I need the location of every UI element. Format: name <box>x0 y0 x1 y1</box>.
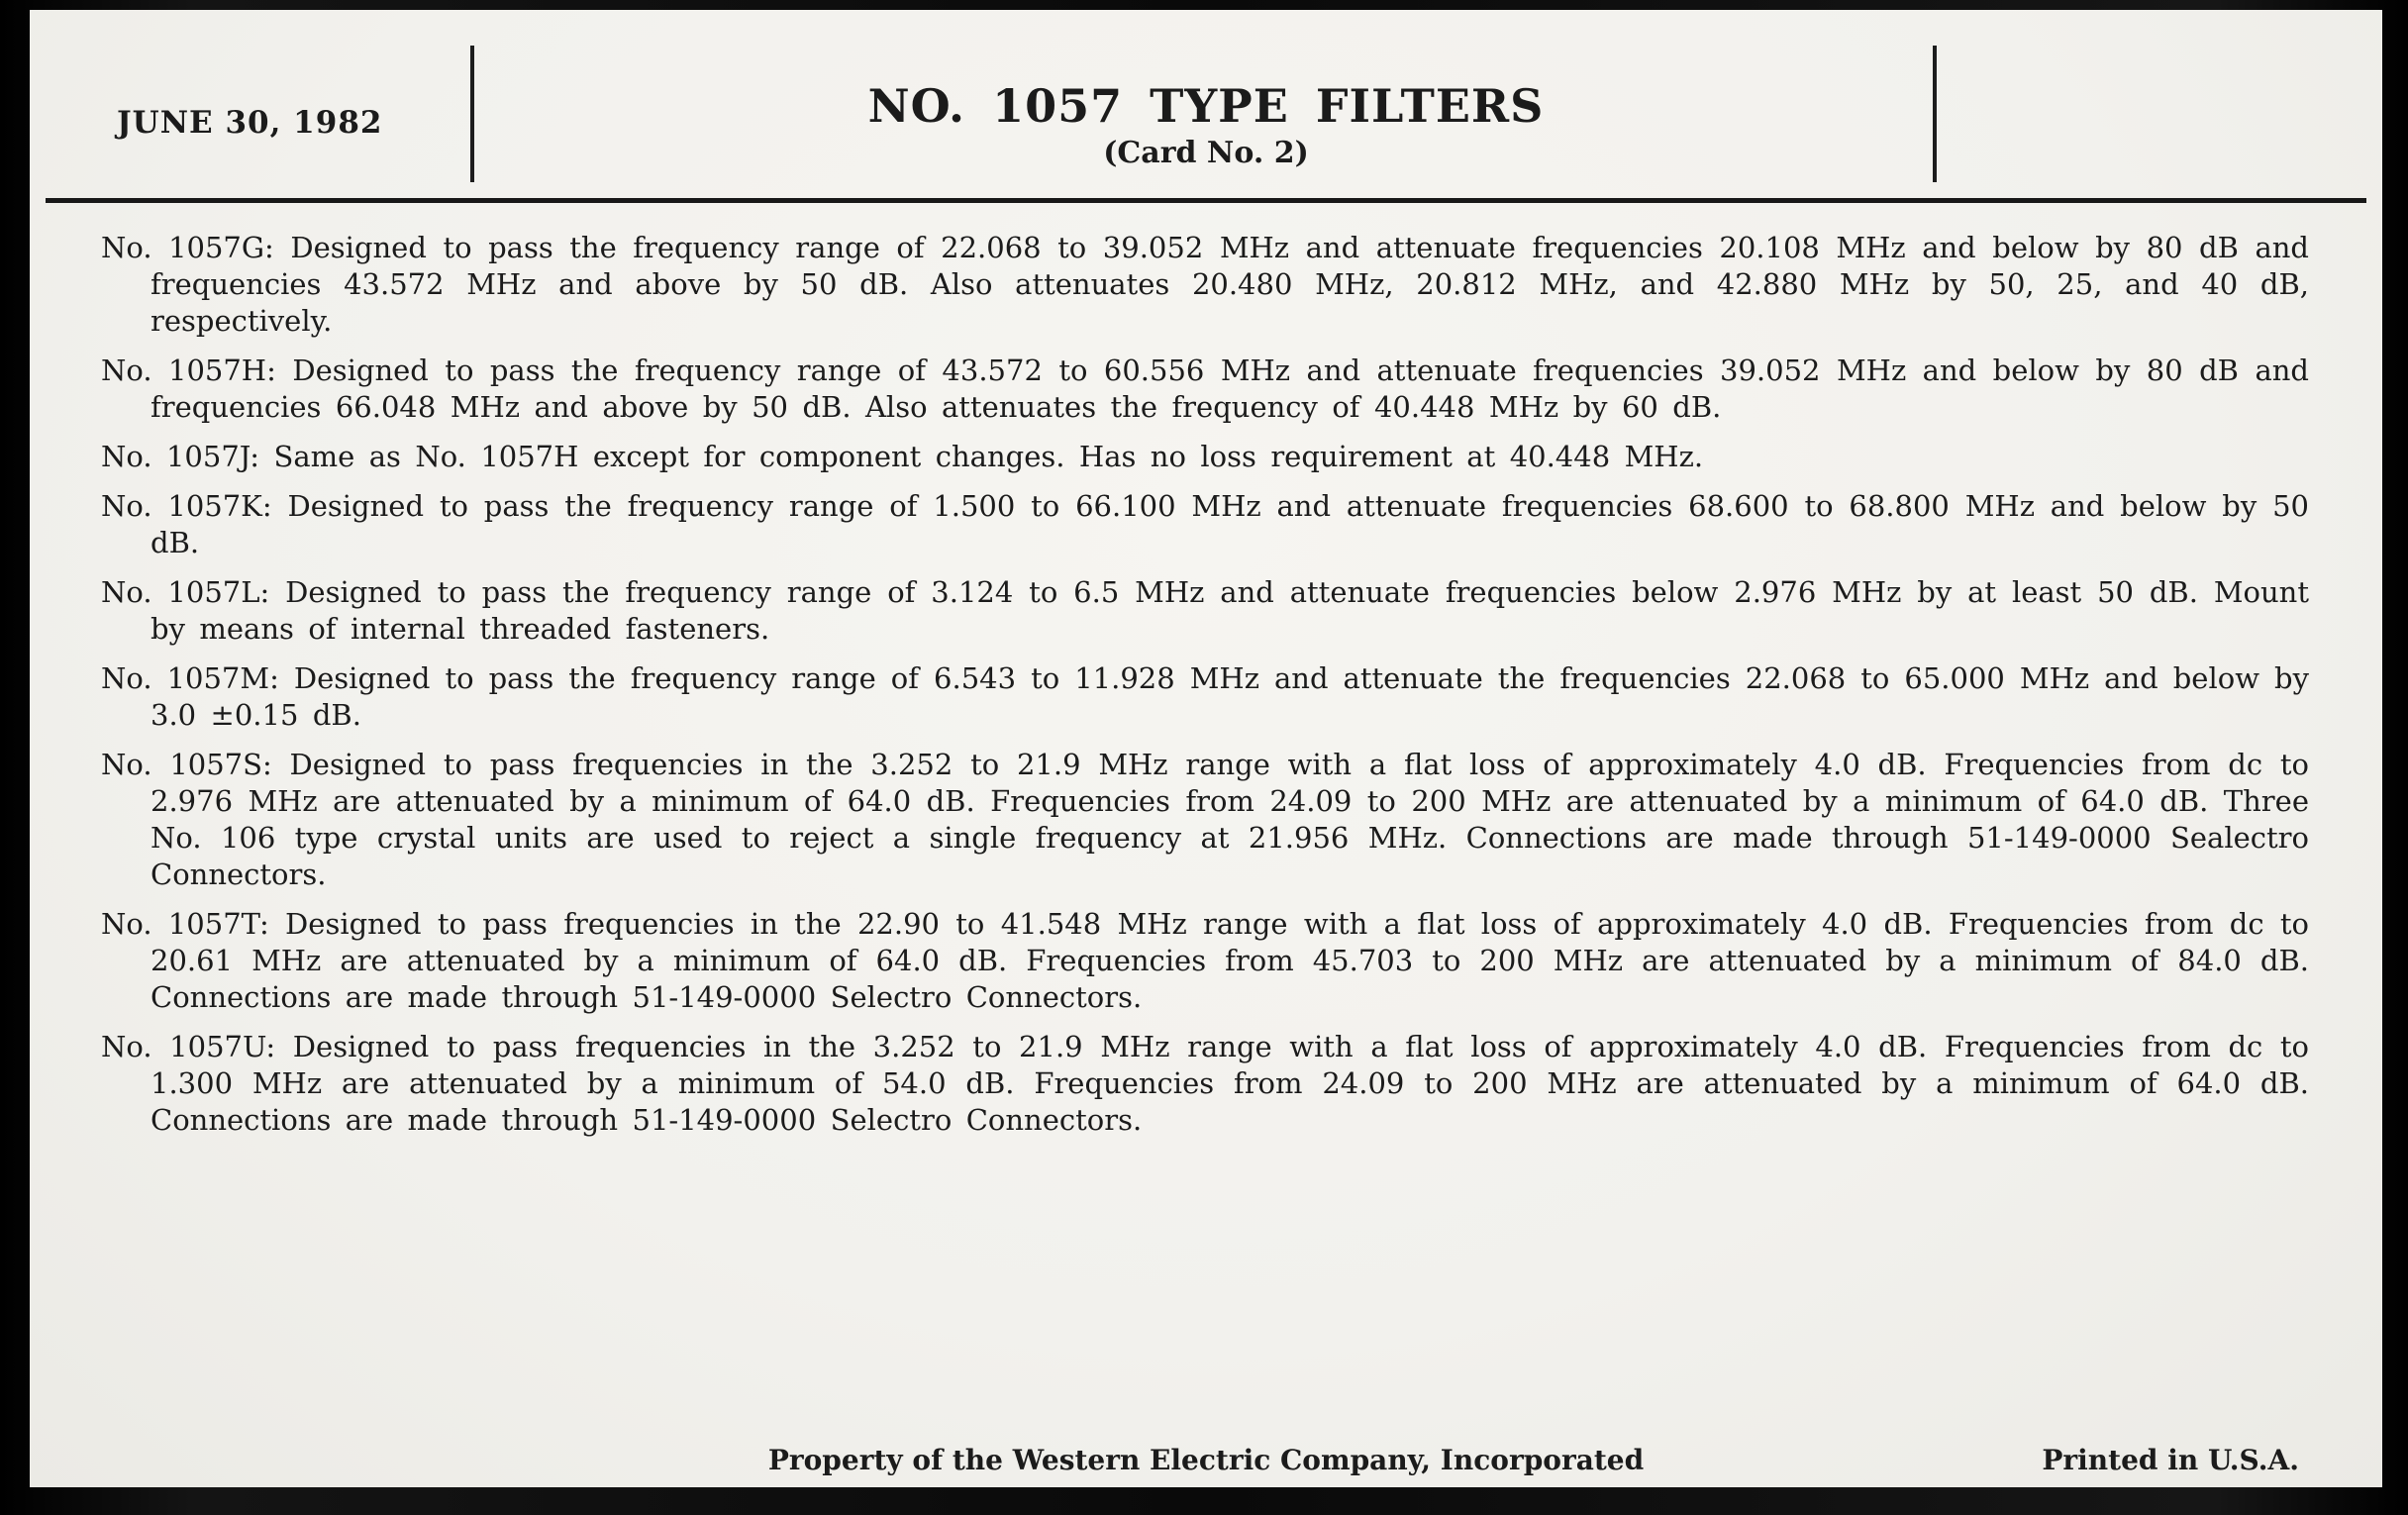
entry-text: Designed to pass the frequency range of 1.500 to 66.100 MHz and attenuate frequencies 68.600 to 68.800 MHz and below by 50 dB. <box>150 489 2309 559</box>
entry-label: No. 1057L: <box>101 575 270 609</box>
entry-label: No. 1057T: <box>101 907 269 941</box>
entry-text: Designed to pass the frequency range of 6.543 to 11.928 MHz and attenuate the frequencies 22.068 to 65.000 MHz and below by 3.0 ±0.15 dB. <box>150 661 2309 732</box>
filter-entry-1057s <box>101 747 2309 893</box>
title-block <box>30 81 2382 170</box>
entry-text: Designed to pass the frequency range of 3.124 to 6.5 MHz and attenuate frequencies below 2.976 MHz by at least 50 dB. Mount by means of internal threaded fasteners. <box>150 575 2309 646</box>
entry-text: Designed to pass frequencies in the 3.252 to 21.9 MHz range with a flat loss of approximately 4.0 dB. Frequencies from dc to 1.300 MHz are attenuated by a minimum of 54.0 dB. Frequencies from 24.09 to 200 MHz are attenuated by a minimum of 64.0 dB. Connections are made through 51-149-0000 Selectro Connectors. <box>150 1030 2309 1137</box>
filter-data-card <box>30 10 2382 1487</box>
filter-entries-list <box>101 230 2309 1152</box>
filter-entry-1057j <box>101 439 2309 475</box>
filter-entry-1057h <box>101 353 2309 426</box>
filter-entry-1057t <box>101 906 2309 1016</box>
filter-entry-1057u <box>101 1029 2309 1139</box>
entry-label: No. 1057S: <box>101 748 272 781</box>
filter-entry-1057g <box>101 230 2309 340</box>
entry-label: No. 1057K: <box>101 489 272 523</box>
entry-label: No. 1057U: <box>101 1030 276 1063</box>
page-subtitle: (Card No. 2) <box>1103 135 1309 170</box>
footer-property-notice: Property of the Western Electric Company, Incorporated <box>767 1444 1645 1476</box>
entry-label: No. 1057H: <box>101 354 276 387</box>
header-divider-right <box>1933 46 1937 182</box>
entry-text: Same as No. 1057H except for component changes. Has no loss requirement at 40.448 MHz. <box>273 440 1704 473</box>
header-rule <box>46 198 2366 203</box>
entry-text: Designed to pass the frequency range of 22.068 to 39.052 MHz and attenuate frequencies 20.108 MHz and below by 80 dB and frequencies 43.572 MHz and above by 50 dB. Also attenuates 20.480 MHz, 20.812 MHz, and 42.880 MHz by 50, 25, and 40 dB, respectively. <box>150 231 2309 338</box>
filter-entry-1057l <box>101 574 2309 648</box>
entry-label: No. 1057G: <box>101 231 274 264</box>
filter-entry-1057k <box>101 488 2309 561</box>
entry-label: No. 1057J: <box>101 440 260 473</box>
entry-text: Designed to pass frequencies in the 22.90 to 41.548 MHz range with a flat loss of approximately 4.0 dB. Frequencies from dc to 20.61 MHz are attenuated by a minimum of 64.0 dB. Frequencies from 45.703 to 200 MHz are attenuated by a minimum of 84.0 dB. Connections are made through 51-149-0000 Selectro Connectors. <box>150 907 2309 1014</box>
entry-label: No. 1057M: <box>101 661 279 695</box>
entry-text: Designed to pass frequencies in the 3.252 to 21.9 MHz range with a flat loss of approximately 4.0 dB. Frequencies from dc to 2.976 MHz are attenuated by a minimum of 64.0 dB. Frequencies from 24.09 to 200 MHz are attenuated by a minimum of 64.0 dB. Three No. 106 type crystal units are used to reject a single frequency at 21.956 MHz. Connections are made through 51-149-0000 Sealectro Connectors. <box>150 748 2309 891</box>
card-date: JUNE 30, 1982 <box>117 105 383 141</box>
entry-text: Designed to pass the frequency range of 43.572 to 60.556 MHz and attenuate frequencies 39.052 MHz and below by 80 dB and frequencies 66.048 MHz and above by 50 dB. Also attenuates the frequency of 40.448 MHz by 60 dB. <box>150 354 2309 424</box>
page-title: NO. 1057 TYPE FILTERS <box>867 79 1545 133</box>
filter-entry-1057m <box>101 660 2309 734</box>
footer-printed-in-usa: Printed in U.S.A. <box>2042 1444 2299 1476</box>
